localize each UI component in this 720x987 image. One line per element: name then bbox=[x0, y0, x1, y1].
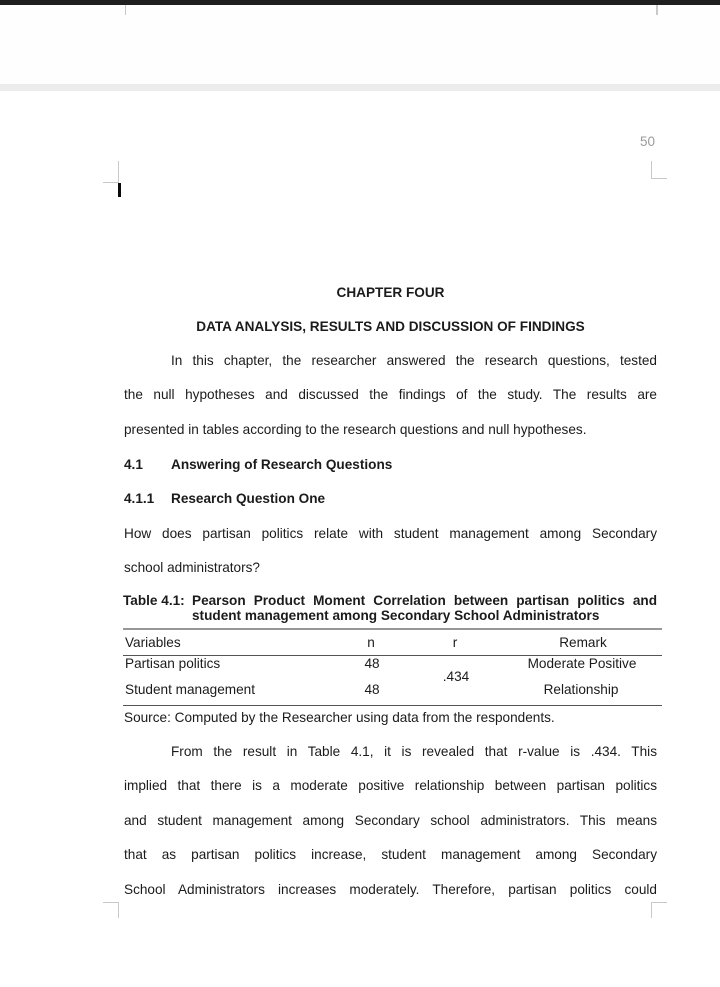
col-header-variables: Variables bbox=[125, 634, 181, 650]
cell-variable: Partisan politics bbox=[125, 655, 221, 671]
document-page[interactable] bbox=[0, 91, 720, 987]
col-header-remark: Remark bbox=[559, 634, 607, 650]
discussion-paragraph-line: implied that there is a moderate positive relationship between partisan politics bbox=[124, 778, 657, 793]
prev-page-margin-mark-left bbox=[125, 5, 127, 15]
table-caption-line: student management among Secondary School Administrators bbox=[192, 608, 600, 623]
col-header-r: r bbox=[452, 634, 458, 650]
previous-page-bottom bbox=[0, 5, 720, 85]
section-number: 4.1.1 bbox=[124, 491, 155, 506]
discussion-paragraph-line: From the result in Table 4.1, it is revealed that r-value is .434. This bbox=[171, 743, 657, 759]
section-title: Answering of Research Questions bbox=[171, 456, 393, 472]
cell-remark-line: Relationship bbox=[543, 682, 619, 697]
research-question-line: school administrators? bbox=[124, 560, 260, 575]
cell-variable: Student management bbox=[125, 682, 255, 697]
table-caption-line: Pearson Product Moment Correlation between partisan politics and bbox=[192, 592, 657, 608]
intro-paragraph-line: presented in tables according to the research questions and null hypotheses. bbox=[124, 421, 587, 437]
crop-mark-top-right bbox=[651, 161, 667, 179]
prev-page-margin-mark-right bbox=[656, 5, 658, 15]
cell-remark-line: Moderate Positive bbox=[527, 655, 637, 671]
intro-paragraph-line: In this chapter, the researcher answered the research questions, tested bbox=[171, 352, 657, 368]
crop-mark-top-left bbox=[103, 161, 119, 183]
section-heading-4-1 bbox=[124, 455, 657, 474]
section-heading-4-1-1 bbox=[124, 489, 657, 508]
discussion-paragraph-line: School Administrators increases moderately. Therefore, partisan politics could bbox=[124, 881, 657, 897]
page-number: 50 bbox=[639, 133, 655, 149]
table-caption-label: Table 4.1: bbox=[123, 592, 185, 608]
discussion-paragraph-line: that as partisan politics increase, student management among Secondary bbox=[124, 847, 657, 862]
research-question-line: How does partisan politics relate with student management among Secondary bbox=[124, 525, 657, 541]
table-source-note: Source: Computed by the Researcher using data from the respondents. bbox=[124, 709, 555, 725]
cell-n: 48 bbox=[364, 655, 380, 671]
crop-mark-bottom-left bbox=[103, 902, 119, 918]
cell-n: 48 bbox=[364, 682, 380, 697]
section-number: 4.1 bbox=[124, 456, 143, 472]
cell-r-value: .434 bbox=[442, 669, 470, 684]
col-header-n: n bbox=[367, 634, 375, 650]
section-title: Research Question One bbox=[171, 491, 326, 506]
table-rule-bottom bbox=[123, 705, 662, 707]
intro-paragraph-line: the null hypotheses and discussed the findings of the study. The results are bbox=[124, 387, 657, 402]
table-rule-top bbox=[123, 628, 662, 631]
crop-mark-bottom-right bbox=[651, 902, 667, 918]
text-cursor bbox=[118, 183, 122, 198]
discussion-paragraph-line: and student management among Secondary school administrators. This means bbox=[124, 812, 657, 828]
results-table bbox=[123, 628, 662, 707]
chapter-subheading: DATA ANALYSIS, RESULTS AND DISCUSSION OF FINDINGS bbox=[196, 319, 585, 334]
chapter-heading: CHAPTER FOUR bbox=[336, 284, 445, 300]
